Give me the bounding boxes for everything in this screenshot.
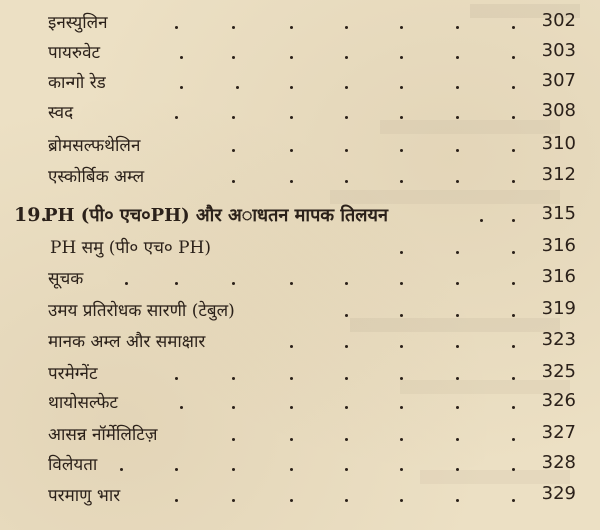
leader-dot bbox=[512, 499, 515, 502]
leader-dot bbox=[512, 56, 515, 59]
leader-dot bbox=[400, 314, 403, 317]
page-number: 302 bbox=[541, 10, 576, 31]
dot-leader bbox=[0, 296, 600, 326]
leader-dot bbox=[400, 56, 403, 59]
leader-dot bbox=[345, 438, 348, 441]
leader-dot bbox=[456, 282, 459, 285]
leader-dot bbox=[345, 499, 348, 502]
toc-entry bbox=[0, 8, 600, 38]
page-number: 326 bbox=[541, 390, 576, 411]
leader-dot bbox=[290, 282, 293, 285]
page-number: 308 bbox=[541, 100, 576, 121]
toc-entry-title: इनस्युलिन bbox=[48, 13, 108, 33]
toc-entry-title: एस्कोर्बिक अम्ल bbox=[48, 167, 145, 187]
leader-dot bbox=[290, 26, 293, 29]
page-number: 303 bbox=[541, 40, 576, 61]
leader-dot bbox=[180, 86, 183, 89]
leader-dot bbox=[512, 345, 515, 348]
chapter-number: 19. bbox=[14, 204, 48, 226]
leader-dot bbox=[345, 345, 348, 348]
toc-entry bbox=[0, 264, 600, 294]
page-number: 325 bbox=[541, 361, 576, 382]
leader-dot bbox=[232, 56, 235, 59]
leader-dot bbox=[180, 56, 183, 59]
page-number: 327 bbox=[541, 422, 576, 443]
leader-dot bbox=[345, 116, 348, 119]
leader-dot bbox=[345, 26, 348, 29]
leader-dot bbox=[236, 86, 239, 89]
dot-leader bbox=[0, 68, 600, 98]
toc-entry-title: परमेग्नेंट bbox=[48, 364, 98, 384]
leader-dot bbox=[232, 499, 235, 502]
toc-entry-title: आसन्न नॉर्मेलिटिज़ bbox=[48, 425, 158, 445]
toc-entry bbox=[0, 420, 600, 450]
leader-dot bbox=[512, 180, 515, 183]
leader-dot bbox=[290, 438, 293, 441]
leader-dot bbox=[480, 219, 483, 222]
toc-entry-title: मानक अम्ल और समाक्षार bbox=[48, 332, 206, 352]
leader-dot bbox=[232, 180, 235, 183]
leader-dot bbox=[400, 149, 403, 152]
leader-dot bbox=[175, 468, 178, 471]
dot-leader bbox=[0, 8, 600, 38]
toc-entry bbox=[0, 359, 600, 389]
leader-dot bbox=[290, 56, 293, 59]
leader-dot bbox=[400, 468, 403, 471]
page-number: 328 bbox=[541, 452, 576, 473]
leader-dot bbox=[345, 56, 348, 59]
page-number: 312 bbox=[541, 164, 576, 185]
leader-dot bbox=[400, 180, 403, 183]
leader-dot bbox=[290, 86, 293, 89]
toc-entry bbox=[0, 131, 600, 161]
leader-dot bbox=[345, 149, 348, 152]
leader-dot bbox=[290, 468, 293, 471]
dot-leader bbox=[0, 98, 600, 128]
toc-entry bbox=[0, 296, 600, 326]
leader-dot bbox=[400, 406, 403, 409]
toc-entry-title: उमय प्रतिरोधक सारणी (टेबुल) bbox=[48, 301, 235, 321]
page-number: 323 bbox=[541, 329, 576, 350]
dot-leader bbox=[0, 359, 600, 389]
toc-entry bbox=[0, 162, 600, 192]
leader-dot bbox=[345, 282, 348, 285]
dot-leader bbox=[0, 481, 600, 511]
dot-leader bbox=[0, 327, 600, 357]
leader-dot bbox=[232, 377, 235, 380]
page-number: 316 bbox=[541, 235, 576, 256]
leader-dot bbox=[232, 406, 235, 409]
leader-dot bbox=[175, 282, 178, 285]
toc-entry bbox=[0, 388, 600, 418]
dot-leader bbox=[0, 162, 600, 192]
leader-dot bbox=[400, 345, 403, 348]
dot-leader bbox=[0, 201, 600, 231]
leader-dot bbox=[400, 26, 403, 29]
leader-dot bbox=[290, 345, 293, 348]
page-number: 319 bbox=[541, 298, 576, 319]
toc-entry-title: थायोसल्फेट bbox=[48, 393, 118, 413]
dot-leader bbox=[0, 388, 600, 418]
leader-dot bbox=[400, 499, 403, 502]
leader-dot bbox=[400, 282, 403, 285]
toc-entry bbox=[0, 481, 600, 511]
leader-dot bbox=[456, 116, 459, 119]
leader-dot bbox=[290, 377, 293, 380]
leader-dot bbox=[120, 468, 123, 471]
leader-dot bbox=[232, 468, 235, 471]
toc-entry bbox=[0, 98, 600, 128]
leader-dot bbox=[400, 251, 403, 254]
leader-dot bbox=[456, 251, 459, 254]
toc-entry bbox=[0, 68, 600, 98]
leader-dot bbox=[456, 26, 459, 29]
leader-dot bbox=[512, 314, 515, 317]
leader-dot bbox=[512, 438, 515, 441]
page-number: 329 bbox=[541, 483, 576, 504]
toc-entry-title: कान्गो रेड bbox=[48, 73, 106, 93]
toc-entry bbox=[0, 38, 600, 68]
leader-dot bbox=[232, 149, 235, 152]
leader-dot bbox=[400, 438, 403, 441]
leader-dot bbox=[456, 377, 459, 380]
dot-leader bbox=[0, 450, 600, 480]
leader-dot bbox=[125, 282, 128, 285]
leader-dot bbox=[456, 468, 459, 471]
leader-dot bbox=[512, 282, 515, 285]
leader-dot bbox=[345, 468, 348, 471]
leader-dot bbox=[456, 56, 459, 59]
toc-entry-title: सूचक bbox=[48, 269, 84, 289]
leader-dot bbox=[180, 406, 183, 409]
toc-entry-title: PH समु (पी० एच० PH) bbox=[50, 238, 212, 258]
dot-leader bbox=[0, 38, 600, 68]
toc-entry bbox=[0, 327, 600, 357]
page-number: 316 bbox=[541, 266, 576, 287]
leader-dot bbox=[290, 406, 293, 409]
leader-dot bbox=[512, 86, 515, 89]
leader-dot bbox=[400, 86, 403, 89]
leader-dot bbox=[400, 377, 403, 380]
leader-dot bbox=[456, 180, 459, 183]
leader-dot bbox=[456, 86, 459, 89]
leader-dot bbox=[512, 251, 515, 254]
leader-dot bbox=[512, 26, 515, 29]
leader-dot bbox=[290, 116, 293, 119]
leader-dot bbox=[175, 377, 178, 380]
page-number: 307 bbox=[541, 70, 576, 91]
leader-dot bbox=[232, 26, 235, 29]
leader-dot bbox=[456, 314, 459, 317]
toc-entry bbox=[0, 201, 600, 231]
leader-dot bbox=[232, 438, 235, 441]
leader-dot bbox=[345, 406, 348, 409]
dot-leader bbox=[0, 131, 600, 161]
leader-dot bbox=[456, 149, 459, 152]
leader-dot bbox=[290, 149, 293, 152]
leader-dot bbox=[512, 116, 515, 119]
leader-dot bbox=[512, 149, 515, 152]
leader-dot bbox=[345, 377, 348, 380]
toc-entry bbox=[0, 450, 600, 480]
leader-dot bbox=[345, 314, 348, 317]
leader-dot bbox=[175, 116, 178, 119]
leader-dot bbox=[345, 86, 348, 89]
page-number: 310 bbox=[541, 133, 576, 154]
leader-dot bbox=[512, 219, 515, 222]
toc-entry-title: ब्रोमसल्फथेलिन bbox=[48, 136, 141, 156]
leader-dot bbox=[290, 180, 293, 183]
leader-dot bbox=[456, 438, 459, 441]
leader-dot bbox=[232, 116, 235, 119]
toc-entry-title: पायरुवेट bbox=[48, 43, 101, 63]
dot-leader bbox=[0, 264, 600, 294]
dot-leader bbox=[0, 233, 600, 263]
leader-dot bbox=[456, 345, 459, 348]
leader-dot bbox=[175, 499, 178, 502]
leader-dot bbox=[512, 377, 515, 380]
toc-entry-title: परमाणु भार bbox=[48, 486, 121, 506]
leader-dot bbox=[232, 282, 235, 285]
leader-dot bbox=[512, 406, 515, 409]
toc-entry bbox=[0, 233, 600, 263]
leader-dot bbox=[400, 116, 403, 119]
leader-dot bbox=[456, 499, 459, 502]
leader-dot bbox=[456, 406, 459, 409]
toc-entry-title: विलेयता bbox=[48, 455, 98, 475]
toc-entry-title: स्वद bbox=[48, 103, 74, 123]
page-number: 315 bbox=[541, 203, 576, 224]
leader-dot bbox=[175, 26, 178, 29]
leader-dot bbox=[290, 499, 293, 502]
dot-leader bbox=[0, 420, 600, 450]
leader-dot bbox=[512, 468, 515, 471]
chapter-title: PH (पी० एच०PH) और अाधतन मापक तिलयन bbox=[44, 205, 388, 226]
leader-dot bbox=[345, 180, 348, 183]
